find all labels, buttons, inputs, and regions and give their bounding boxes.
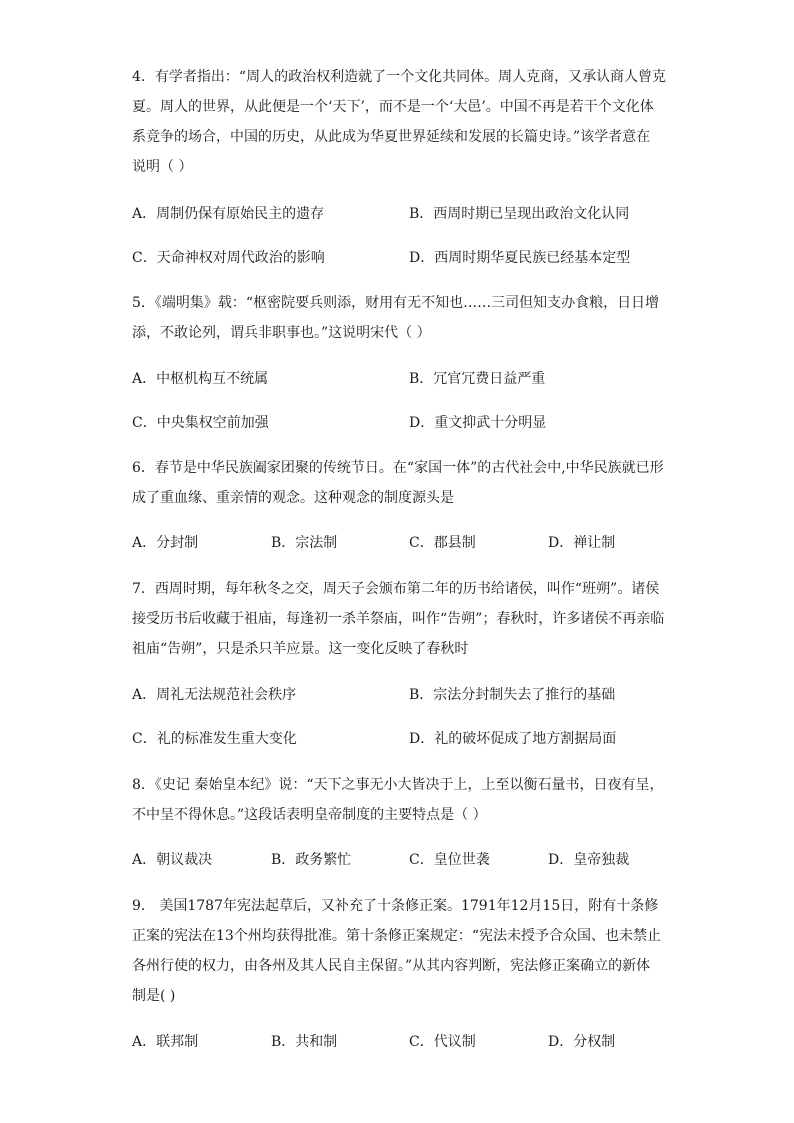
question-4-stem [132,62,667,182]
question-9-stem-line: 各州行使的权力，由各州及其人民自主保留。”从其内容判断，宪法修正案确立的新体 [132,958,651,974]
question-8-stem-line: 8．《史记 秦始皇本纪》说：“天下之事无小大皆决于上，上至以衡石量书，日夜有呈， [132,777,664,793]
question-5-option-c: C．中央集权空前加强 [132,415,269,431]
question-6-option-a: A．分封制 [132,535,199,551]
question-9-option-a: A．联邦制 [132,1034,199,1050]
question-5-option-b: B．冗官冗费日益严重 [409,371,546,387]
question-4-option-a: A．周制仍保有原始民主的遗存 [132,206,325,222]
question-5-option-a: A．中枢机构互不统属 [132,371,269,387]
question-7-option-c: C．礼的标准发生重大变化 [132,731,297,747]
question-9-stem-line: 制是( ) [132,988,176,1004]
question-9-stem-line: 正案的宪法在13个州均获得批准。第十条修正案规定：“宪法未授予合众国、也未禁止 [132,928,661,944]
question-4-option-c: C．天命神权对周代政治的影响 [132,250,325,266]
question-6-stem-line: 成了重血缘、重亲情的观念。这种观念的制度源头是 [132,490,454,506]
question-7-option-d: D．礼的破坏促成了地方割据局面 [409,731,617,747]
question-7-option-a: A．周礼无法规范社会秩序 [132,687,297,703]
question-7-stem-line: 祖庙“告朔”，只是杀只羊应景。这一变化反映了春秋时 [132,641,469,657]
question-6-stem [132,453,662,513]
question-9-option-d: D．分权制 [548,1034,616,1050]
question-8-stem-line: 不中呈不得休息。”这段话表明皇帝制度的主要特点是（ ） [132,807,487,823]
question-5-stem-line: 5．《端明集》载：“枢密院要兵则添，财用有无不知也……三司但知支办食粮，日日增 [132,295,660,311]
question-5-option-d: D．重文抑武十分明显 [409,415,547,431]
question-9-stem-line: 9． 美国1787年宪法起草后，又补充了十条修正案。1791年12月15日，附有十条修 [132,898,659,914]
question-7-stem-line: 7．西周时期，每年秋冬之交，周天子会颁布第二年的历书给诸侯，叫作“班朔”。诸侯 [132,581,660,597]
question-6-option-d: D．禅让制 [548,535,616,551]
question-8-option-c: C．皇位世袭 [409,852,490,868]
question-4-stem-line: 系竞争的场合，中国的历史，从此成为华夏世界延续和发展的长篇史诗。”该学者意在 [132,129,651,145]
question-8-option-a: A．朝议裁决 [132,852,213,868]
question-5-stem-line: 添，不敢论列，谓兵非职事也。”这说明宋代（ ） [132,325,431,341]
question-5-stem [132,288,662,348]
question-7-stem-line: 接受历书后收藏于祖庙，每逢初一杀羊祭庙，叫作“告朔”；春秋时，许多诸侯不再亲临 [132,611,665,627]
question-7-stem [132,574,665,664]
question-6-stem-line: 6．春节是中华民族阖家团聚的传统节日。在“家国一体”的古代社会中,中华民族就已形 [132,460,664,476]
question-6-option-c: C．郡县制 [409,535,476,551]
question-8-option-d: D．皇帝独裁 [548,852,630,868]
question-4-option-b: B．西周时期已呈现出政治文化认同 [409,206,630,222]
question-4-stem-line: 说明（ ） [132,159,193,175]
question-9-option-b: B．共和制 [271,1034,338,1050]
question-8-option-b: B．政务繁忙 [271,852,352,868]
question-4-stem-line: 4．有学者指出：“周人的政治权利造就了一个文化共同体。周人克商，又承认商人曾克 [132,69,667,85]
question-9-stem [132,891,662,1011]
question-6-option-b: B．宗法制 [271,535,338,551]
question-9-option-c: C．代议制 [409,1034,476,1050]
question-4-option-d: D．西周时期华夏民族已经基本定型 [409,250,631,266]
question-4-stem-line: 夏。周人的世界，从此便是一个‘天下’，而不是一个‘大邑’。中国不再是若干个文化体 [132,99,654,115]
question-8-stem [132,770,662,830]
question-7-option-b: B．宗法分封制失去了推行的基础 [409,687,616,703]
